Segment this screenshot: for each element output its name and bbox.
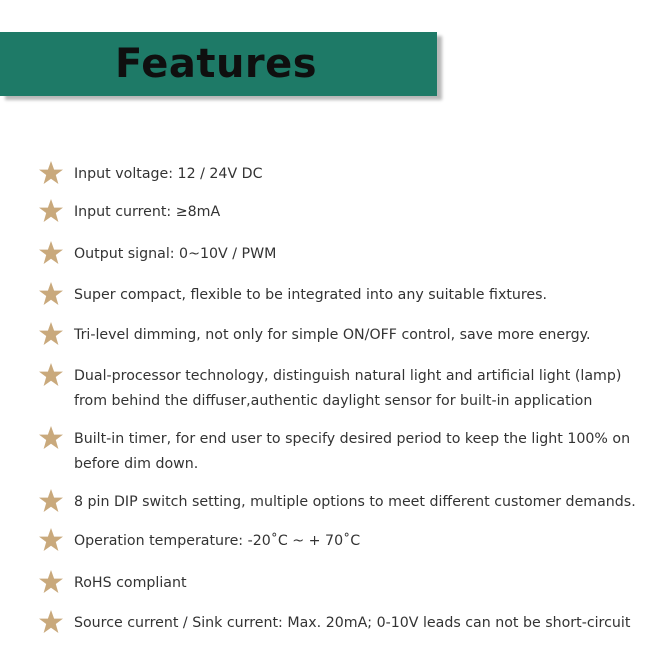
feature-text [74, 283, 634, 308]
star-icon [38, 240, 64, 266]
feature-line: from behind the diffuser,authentic daylight sensor for built-in application [74, 393, 593, 409]
feature-line: 8 pin DIP switch setting, multiple options to meet different customer demands. [74, 494, 636, 510]
feature-text [74, 490, 634, 515]
feature-line: RoHS compliant [74, 575, 187, 591]
feature-text [74, 242, 634, 267]
features-banner [0, 32, 437, 96]
feature-text [74, 611, 634, 636]
star-icon [38, 609, 64, 635]
star-icon [38, 362, 64, 388]
feature-text [74, 427, 634, 477]
feature-text [74, 529, 634, 554]
feature-line: Built-in timer, for end user to specify desired period to keep the light 100% on [74, 431, 631, 447]
star-icon [38, 160, 64, 186]
feature-line: Input current: ≥8mA [74, 204, 221, 220]
feature-text [74, 162, 634, 187]
star-icon [38, 198, 64, 224]
star-icon [38, 488, 64, 514]
feature-text [74, 571, 634, 596]
feature-line: Dual-processor technology, distinguish natural light and artificial light (lamp) [74, 368, 622, 384]
star-icon [38, 281, 64, 307]
star-icon [38, 425, 64, 451]
star-icon [38, 527, 64, 553]
feature-text [74, 200, 634, 225]
feature-line: Super compact, flexible to be integrated into any suitable fixtures. [74, 287, 548, 303]
feature-line: Operation temperature: -20˚C ~ + 70˚C [74, 533, 361, 549]
feature-line: Tri-level dimming, not only for simple ON/OFF control, save more energy. [74, 327, 591, 343]
star-icon [38, 321, 64, 347]
page-title: Features [115, 41, 318, 87]
feature-text [74, 323, 634, 348]
feature-line: Source current / Sink current: Max. 20mA; 0-10V leads can not be short-circuit [74, 615, 631, 631]
feature-line: Output signal: 0~10V / PWM [74, 246, 277, 262]
feature-line: Input voltage: 12 / 24V DC [74, 166, 263, 182]
star-icon [38, 569, 64, 595]
feature-text [74, 364, 634, 414]
feature-line: before dim down. [74, 456, 199, 472]
